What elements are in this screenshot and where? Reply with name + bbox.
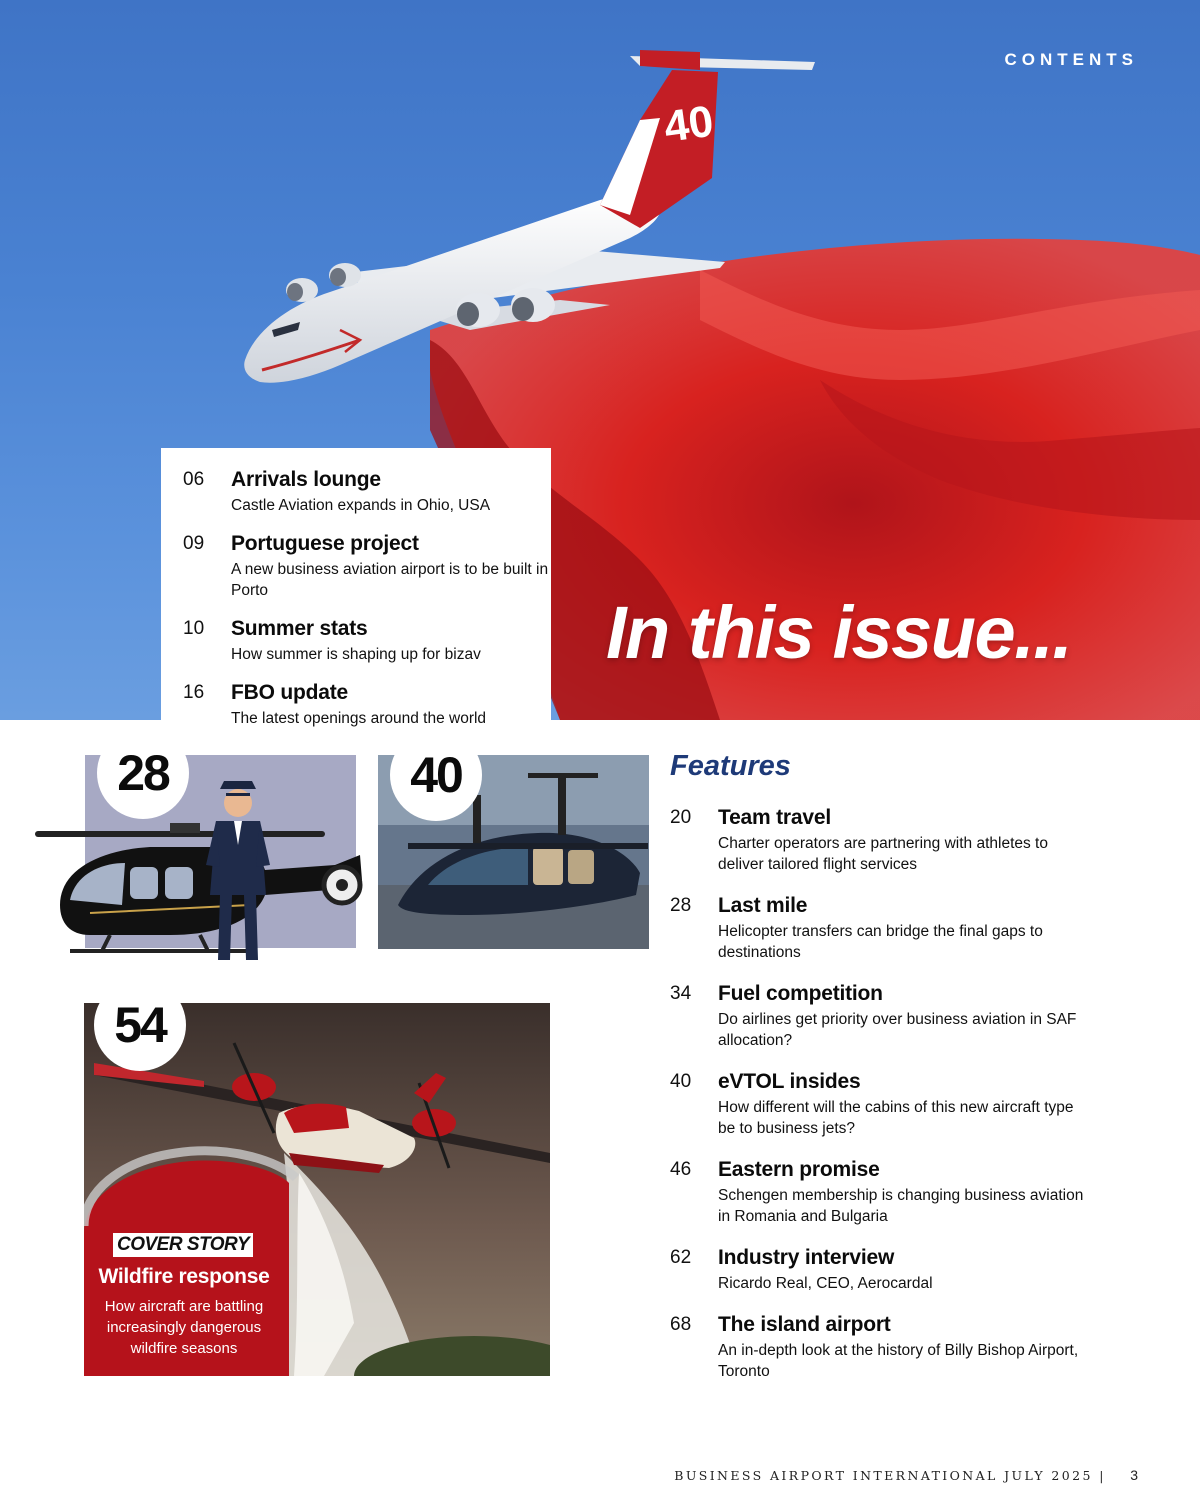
- entry-description: Ricardo Real, CEO, Aerocardal: [718, 1275, 933, 1292]
- publication-name: BUSINESS AIRPORT INTERNATIONAL: [674, 1468, 998, 1483]
- entry-page-number: 20: [670, 807, 692, 828]
- features-heading: Features: [670, 750, 791, 782]
- helicopter-tile[interactable]: [30, 755, 370, 970]
- page-badge: 54: [94, 1003, 186, 1071]
- entry-description: Charter operators are partnering with athletes to deliver tailored flight services: [718, 835, 1048, 873]
- page-title: In this issue...: [606, 591, 1072, 674]
- entry-description: Helicopter transfers can bridge the final gaps to destinations: [718, 923, 1043, 961]
- entry-page-number: 46: [670, 1159, 692, 1180]
- page-badge: 40: [390, 755, 482, 821]
- feature-entry[interactable]: [670, 1158, 1090, 1227]
- entry-title[interactable]: Industry interview: [718, 1246, 895, 1269]
- entry-description: An in-depth look at the history of Billy Bishop Airport, Toronto: [718, 1342, 1079, 1380]
- entry-page-number: 06: [183, 469, 205, 490]
- entry-page-number: 62: [670, 1247, 692, 1268]
- entry-page-number: 16: [183, 682, 205, 703]
- footer-separator: |: [1099, 1468, 1106, 1483]
- section-label: CONTENTS: [1004, 50, 1138, 69]
- tail-number: 40: [661, 96, 717, 152]
- entry-title[interactable]: Team travel: [718, 806, 831, 829]
- entry-page-number: 40: [670, 1071, 692, 1092]
- entry-description: Schengen membership is changing business aviation in Romania and Bulgaria: [718, 1187, 1084, 1225]
- contents-entry[interactable]: [183, 468, 551, 516]
- feature-entry[interactable]: [670, 1246, 1090, 1294]
- issue-date: JULY 2025: [1004, 1468, 1093, 1483]
- entry-title[interactable]: Arrivals lounge: [231, 468, 381, 491]
- entry-page-number: 34: [670, 983, 692, 1004]
- cover-story-description: How aircraft are battling increasingly dangerous wildfire seasons: [104, 1298, 264, 1357]
- short-items-box: [161, 448, 551, 727]
- entry-description: The latest openings around the world: [231, 710, 487, 727]
- entry-title[interactable]: The island airport: [718, 1313, 891, 1336]
- feature-entry[interactable]: [670, 1313, 1090, 1382]
- entry-description: How different will the cabins of this new aircraft type be to business jets?: [718, 1099, 1074, 1137]
- feature-entry[interactable]: [670, 982, 1090, 1051]
- helicopter-illustration: [30, 755, 370, 970]
- entry-page-number: 68: [670, 1314, 692, 1335]
- entry-title[interactable]: Eastern promise: [718, 1158, 880, 1181]
- contents-entry[interactable]: [183, 681, 551, 729]
- entry-title[interactable]: Fuel competition: [718, 982, 883, 1005]
- feature-entry[interactable]: [670, 894, 1090, 963]
- entry-description: How summer is shaping up for bizav: [231, 646, 481, 663]
- contents-entry[interactable]: [183, 617, 551, 665]
- entry-description: A new business aviation airport is to be built in Porto: [231, 561, 549, 599]
- entry-description: Do airlines get priority over business aviation in SAF allocation?: [718, 1011, 1077, 1049]
- page-badge: 28: [97, 755, 189, 819]
- entry-title[interactable]: FBO update: [231, 681, 348, 704]
- feature-entry[interactable]: [670, 1070, 1090, 1139]
- entry-page-number: 10: [183, 618, 205, 639]
- contents-entry[interactable]: [183, 532, 551, 601]
- entry-title[interactable]: eVTOL insides: [718, 1070, 861, 1093]
- evtol-tile[interactable]: [378, 755, 649, 949]
- features-list: [670, 806, 1090, 1401]
- page-number: 3: [1130, 1467, 1138, 1483]
- feature-entry[interactable]: [670, 806, 1090, 875]
- entry-title[interactable]: Portuguese project: [231, 532, 419, 555]
- entry-description: Castle Aviation expands in Ohio, USA: [231, 497, 491, 514]
- entry-page-number: 09: [183, 533, 205, 554]
- entry-title[interactable]: Last mile: [718, 894, 808, 917]
- entry-title[interactable]: Summer stats: [231, 617, 368, 640]
- cover-story-tag: COVER STORY: [113, 1233, 253, 1257]
- page-footer: [674, 1467, 1138, 1483]
- cover-story-title[interactable]: Wildfire response: [98, 1265, 270, 1288]
- entry-page-number: 28: [670, 895, 692, 916]
